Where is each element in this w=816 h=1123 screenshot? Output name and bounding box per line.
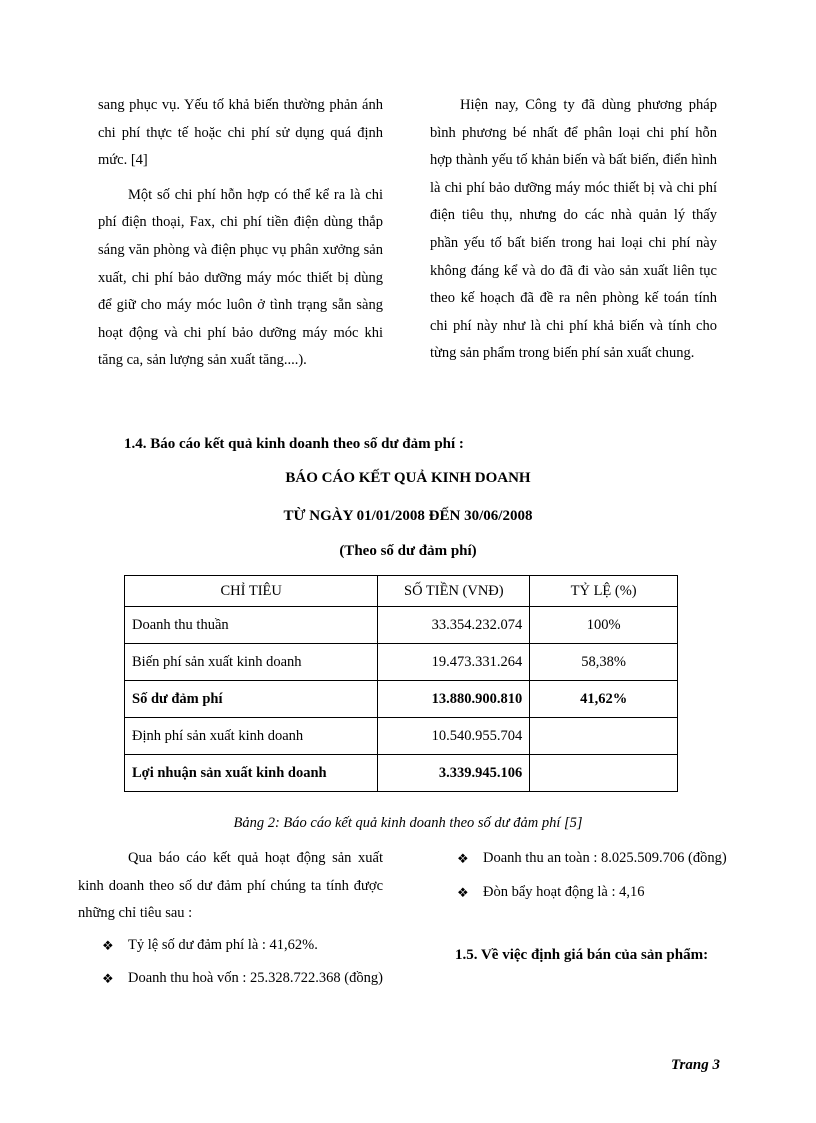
- left-paragraph-1: sang phục vụ. Yếu tố khả biến thường phản ánh chi phí thực tế hoặc chi phí sử dụng quá định mức. [4]: [98, 97, 383, 169]
- left-bullet-list: [78, 932, 383, 993]
- row-label: Biến phí sản xuất kinh doanh: [125, 644, 378, 681]
- header-ty-le: TỶ LỆ (%): [530, 576, 678, 607]
- report-subtitle: (Theo số dư đảm phí): [339, 543, 477, 559]
- row-amount: 13.880.900.810: [378, 681, 530, 718]
- row-label: Lợi nhuận sản xuất kinh doanh: [125, 755, 378, 792]
- right-paragraph-1: Hiện nay, Công ty đã dùng phương pháp bình phương bé nhất để phân loại chi phí hỗn hợp thành yếu tố khản biến và bất biến, điển hình là chi phí bảo dưỡng máy móc thiết bị và chi phí điện tiêu thụ, nhưng do các nhà quản lý thấy phần yếu tố bất biến trong hai loại chi phí này không đáng kể và do đã đi vào sản xuất liên tục theo kế hoạch đã đề ra nên phòng kế toán tính chi phí này như là chi phí khả biến và tính cho từng sản phẩm trong biến phí sản xuất chung.: [430, 97, 717, 362]
- report-period: TỪ NGÀY 01/01/2008 ĐẾN 30/06/2008: [283, 508, 533, 524]
- right-column-top: [430, 92, 717, 368]
- left-paragraph-2: Một số chi phí hỗn hợp có thể kể ra là chi phí điện thoại, Fax, chi phí tiền điện dùng thắp sáng văn phòng và điện phục vụ phân xưởng sản xuất, chi phí bảo dưỡng máy móc thiết bị dùng để giữ cho máy móc luôn ở tình trạng sẵn sàng hoạt động và chi phí bảo dưỡng máy móc khi tăng ca, sản lượng sản xuất tăng....).: [98, 186, 383, 369]
- row-ratio: [530, 718, 678, 755]
- list-item: [78, 932, 383, 960]
- row-label: Doanh thu thuần: [125, 607, 378, 644]
- section-heading-1-5: 1.5. Về việc định giá bán của sản phẩm:: [455, 947, 709, 963]
- diamond-bullet-icon: ❖: [457, 851, 469, 866]
- row-ratio: 100%: [530, 607, 678, 644]
- row-ratio: 58,38%: [530, 644, 678, 681]
- row-label: Định phí sản xuất kinh doanh: [125, 718, 378, 755]
- left-intro-paragraph: Qua báo cáo kết quả hoạt động sản xuất kinh doanh theo số dư đảm phí chúng ta tính được những chỉ tiêu sau :: [78, 850, 383, 922]
- bullet-text: Doanh thu an toàn : 8.025.509.706 (đồng): [483, 850, 727, 866]
- header-so-tien: SỐ TIỀN (VNĐ): [378, 576, 530, 607]
- table-row: [125, 644, 678, 681]
- table-row: [125, 681, 678, 718]
- row-ratio: 41,62%: [530, 681, 678, 718]
- table-row: [125, 755, 678, 792]
- list-item: [455, 879, 740, 907]
- list-item: [455, 845, 740, 873]
- header-chi-tieu: CHỈ TIÊU: [125, 576, 378, 607]
- table-header-row: [125, 576, 678, 607]
- table-row: [125, 718, 678, 755]
- right-column-bottom: [455, 845, 740, 906]
- report-title: BÁO CÁO KẾT QUẢ KINH DOANH: [285, 470, 531, 486]
- page-number: Trang 3: [670, 1057, 720, 1073]
- section-heading-1-4: 1.4. Báo cáo kết quả kinh doanh theo số dư đảm phí :: [124, 436, 464, 452]
- diamond-bullet-icon: ❖: [102, 971, 114, 987]
- row-amount: 3.339.945.106: [378, 755, 530, 792]
- row-label: Số dư đảm phí: [125, 681, 378, 718]
- table-caption: Bảng 2: Báo cáo kết quả kinh doanh theo số dư đảm phí [5]: [233, 815, 583, 831]
- row-amount: 10.540.955.704: [378, 718, 530, 755]
- row-amount: 33.354.232.074: [378, 607, 530, 644]
- row-ratio: [530, 755, 678, 792]
- list-item: [78, 965, 383, 993]
- bullet-text: Đòn bẩy hoạt động là : 4,16: [483, 883, 645, 900]
- row-amount: 19.473.331.264: [378, 644, 530, 681]
- table-row: [125, 607, 678, 644]
- report-table: [124, 575, 678, 792]
- bullet-text: Doanh thu hoà vốn : 25.328.722.368 (đồng): [128, 970, 383, 987]
- bullet-text: Tỷ lệ số dư đảm phí là : 41,62%.: [128, 936, 318, 953]
- right-bullet-list: [455, 845, 740, 906]
- diamond-bullet-icon: ❖: [457, 884, 469, 900]
- left-column-top: [98, 92, 383, 375]
- left-column-bottom: [78, 845, 383, 993]
- diamond-bullet-icon: ❖: [102, 937, 114, 953]
